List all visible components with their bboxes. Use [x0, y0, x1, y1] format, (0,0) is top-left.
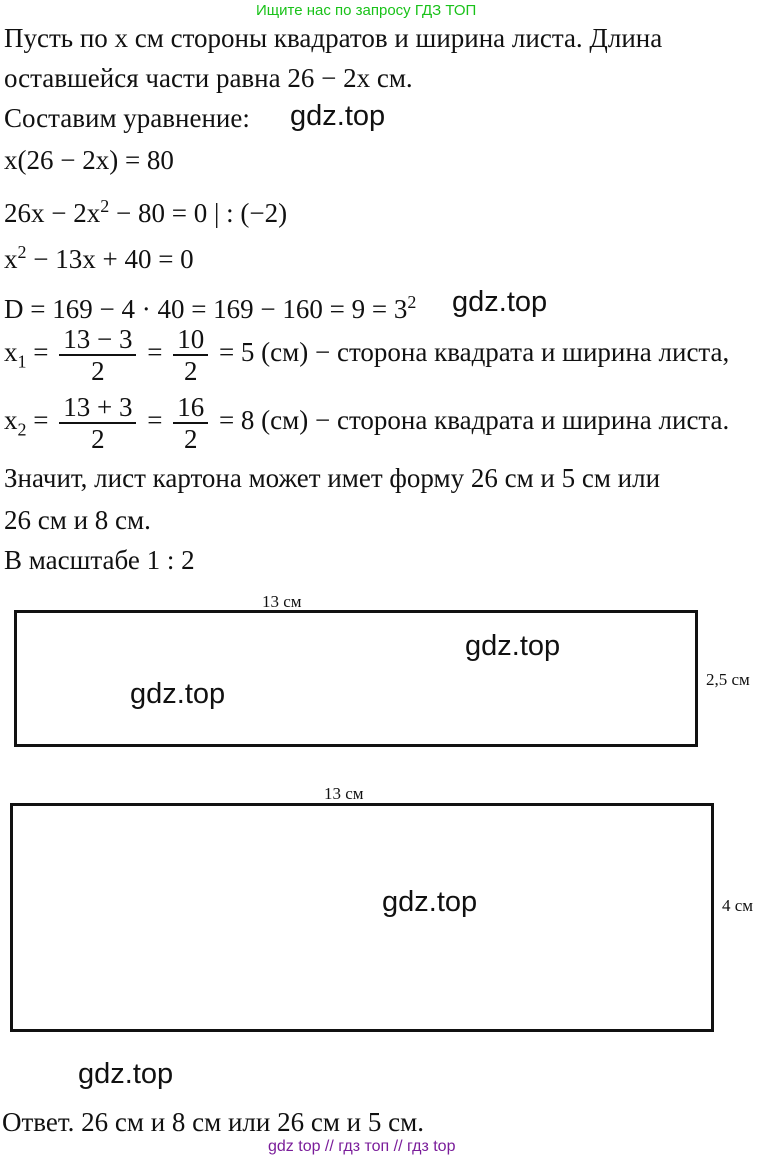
- equation-3-part-a: x: [4, 244, 18, 274]
- bottom-banner[interactable]: gdz top // гдз топ // гдз top: [268, 1138, 456, 1155]
- equation-3-exponent: 2: [17, 242, 27, 262]
- rect2-width-label: 13 см: [324, 784, 364, 803]
- x2-fraction-2: $\frac{16}{2}$: [173, 392, 208, 454]
- text-line-1: Пусть по x см стороны квадратов и ширина листа. Длина: [4, 23, 663, 53]
- watermark: gdz.top: [78, 1058, 174, 1090]
- equation-2-part-c: − 80 = 0 | : (−2): [109, 198, 288, 228]
- rect1-height-label: 2,5 см: [706, 670, 750, 689]
- watermark: gdz.top: [465, 630, 561, 662]
- x1-rest: = 5 (см) − сторона квадрата и ширина листа,: [218, 337, 730, 368]
- discriminant-line: [4, 286, 416, 325]
- discriminant-text: D = 169 − 4 · 40 = 169 − 160 = 9 = 3: [4, 294, 408, 324]
- equation-3-part-c: − 13x + 40 = 0: [26, 244, 194, 274]
- root-x2: $x_2$ = $\frac{13 + 3}{2}$ = $\frac{16}{2}$ = 8 (см) − сторона квадрата и ширина листа.: [4, 392, 730, 454]
- conclusion-line-1: Значит, лист картона может имет форму 26 см и 5 см или: [4, 463, 661, 493]
- equation-2-exponent: 2: [100, 196, 110, 216]
- rect1-width-label: 13 см: [262, 592, 302, 611]
- equation-2: [4, 190, 287, 229]
- top-banner[interactable]: Ищите нас по запросу ГДЗ ТОП: [256, 2, 477, 19]
- text-line-3: Составим уравнение:: [4, 103, 250, 133]
- x2-label: x: [4, 405, 18, 436]
- x2-fraction-1: $\frac{13 + 3}{2}$: [59, 392, 136, 454]
- equation-2-part-a: 26x − 2x: [4, 198, 101, 228]
- watermark: gdz.top: [290, 100, 386, 132]
- rectangle-8cm: [10, 803, 714, 1032]
- equation-3: [4, 236, 194, 275]
- x1-subscript: 1: [17, 351, 27, 372]
- watermark: gdz.top: [452, 286, 548, 318]
- text-line-2: оставшейся части равна 26 − 2x см.: [4, 63, 413, 93]
- x1-fraction-1: $\frac{13 - 3}{2}$: [59, 324, 136, 386]
- watermark: gdz.top: [130, 678, 226, 710]
- x2-rest: = 8 (см) − сторона квадрата и ширина листа.: [218, 405, 730, 436]
- rect2-height-label: 4 см: [722, 896, 754, 915]
- rectangle-5cm: [14, 610, 698, 747]
- scale-label: В масштабе 1 : 2: [4, 545, 195, 575]
- answer-line: Ответ. 26 см и 8 см или 26 см и 5 см.: [2, 1107, 424, 1137]
- x2-subscript: 2: [17, 419, 27, 440]
- x1-fraction-2: $\frac{10}{2}$: [173, 324, 208, 386]
- equation-1: x(26 − 2x) = 80: [4, 145, 174, 175]
- watermark: gdz.top: [382, 886, 478, 918]
- root-x1: $x_1$ = $\frac{13 - 3}{2}$ = $\frac{10}{2}$ = 5 (см) − сторона квадрата и ширина листа,: [4, 324, 730, 386]
- x1-label: x: [4, 337, 18, 368]
- conclusion-line-2: 26 см и 8 см.: [4, 505, 151, 535]
- discriminant-exponent: 2: [407, 292, 417, 312]
